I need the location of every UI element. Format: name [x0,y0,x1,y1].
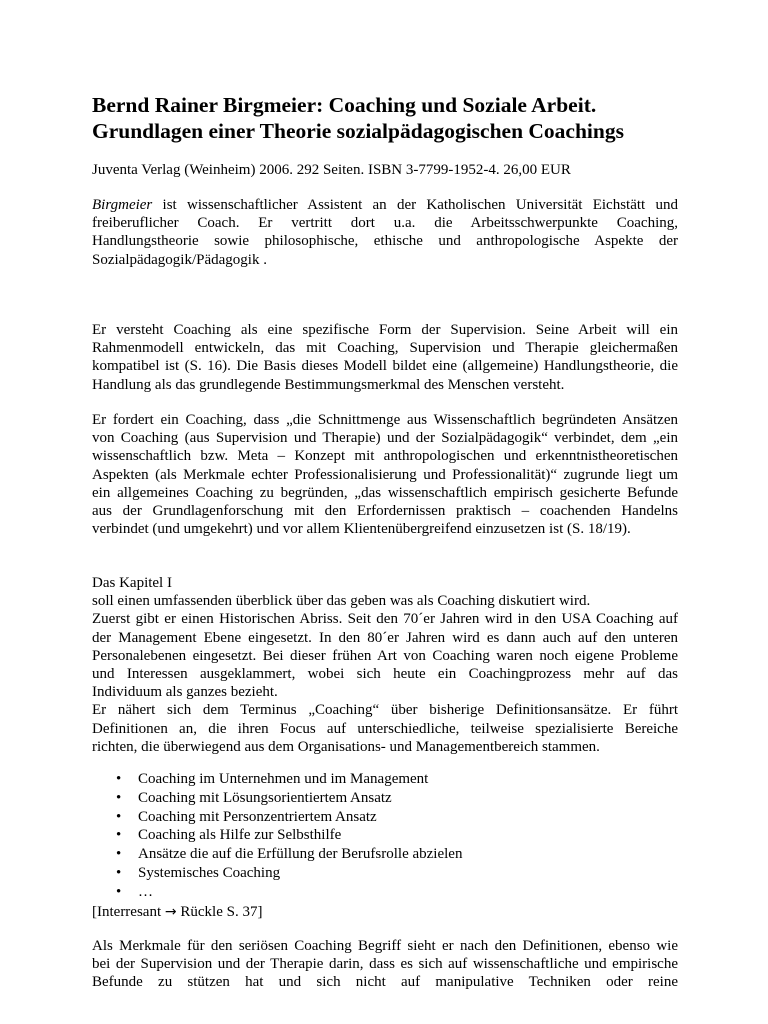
bullet-icon: • [116,864,122,881]
para2-line: aus der Grundlagenforschung mit den Erfordernissen praktisch – coachenden Handelns [92,502,678,519]
bullet-icon: • [116,827,122,844]
document-title [92,92,692,144]
para3-line: bei der Supervision und der Therapie darin, dass es sich auf wissenschaftliche und empirische [92,956,678,973]
list-item-text: Systemisches Coaching [138,864,281,881]
list-item-text: Ansätze die auf die Erfüllung der Berufsrolle abzielen [138,846,463,863]
list-item [92,770,678,789]
bio-line-3: Handlungstheorie sowie philosophische, ethische und anthropologische Aspekte der [92,233,678,250]
reference-note [92,903,678,921]
list-item-text: Coaching im Unternehmen und im Management [138,771,429,787]
chapter-line: Er nähert sich dem Terminus „Coaching“ über bisherige Definitionsansätze. Er führt [92,702,678,719]
para1-line: Handlung als das grundlegende Bestimmungsmerkmal des Menschen versteht. [92,376,565,393]
paragraph-1 [92,321,678,394]
para1-line: Er versteht Coaching als eine spezifische Form der Supervision. Seine Arbeit will ein [92,322,678,338]
note-before: [Interresant [92,904,165,920]
title-line-2: Grundlagen einer Theorie sozialpädagogischen Coachings [92,119,624,143]
bio-line-1-rest: ist wissenschaftlicher Assistent an der Katholischen Universität Eichstätt und [152,197,678,213]
chapter-section [92,574,678,756]
para3-line: Befunde zu stützen hat und sich nicht auf manipulative Techniken oder reine [92,974,678,991]
bio-line-1 [92,196,678,214]
list-item [92,883,678,902]
list-item-text: Coaching mit Lösungsorientiertem Ansatz [138,789,392,806]
para2-line: ein allgemeines Coaching zu begründen, „das wissenschaftlich empirisch gesicherte Befunde [92,484,678,501]
paragraph-3 [92,937,678,992]
list-item-text: Coaching als Hilfe zur Selbsthilfe [138,827,342,844]
para2-line: Er fordert ein Coaching, dass „die Schnittmenge aus Wissenschaftlich begründeten Ansätzen [92,412,678,428]
list-item [92,864,678,883]
publication-info [92,161,678,179]
bio-line-2: freiberuflicher Coach. Er vertritt dort u.a. die Arbeitsschwerpunkte Coaching, [92,215,678,232]
chapter-heading: Das Kapitel I [92,575,172,591]
chapter-line: und Interessen ausgeklammert, wobei sich heute ein Coachingprozess mehr auf das [92,665,678,682]
para1-line: Rahmenmodell entwickeln, das mit Coaching, Supervision und Therapie gleichermaßen [92,340,678,357]
chapter-line: Zuerst gibt er einen Historischen Abriss. Seit den 70´er Jahren wird in den USA Coaching auf [92,611,678,628]
list-item [92,789,678,808]
author-name: Birgmeier [92,197,153,213]
para2-line: wissenschaftlich bzw. Meta – Konzept mit anthropologischen und erkenntnistheoretischen [92,448,678,465]
publication-line: Juventa Verlag (Weinheim) 2006. 292 Seiten. ISBN 3-7799-1952-4. 26,00 EUR [92,162,571,178]
para1-line: kompatibel ist (S. 16). Die Basis dieses Modell bildet eine (allgemeine) Handlungstheorie, die [92,358,678,375]
chapter-line: soll einen umfassenden überblick über das geben was als Coaching diskutiert wird. [92,593,591,610]
para2-line: von Coaching (aus Supervision und Therapie) und der Sozialpädagogik“ verbindet, dem „ein [92,430,678,447]
list-item [92,845,678,864]
bio-line-4: Sozialpädagogik/Pädagogik . [92,251,267,268]
bullet-icon: • [116,771,122,787]
chapter-line: richten, die überwiegend aus dem Organisations- und Managementbereich stammen. [92,738,600,755]
note-after: Rückle S. 37] [176,904,263,920]
paragraph-2 [92,411,678,538]
title-line-1: Bernd Rainer Birgmeier: Coaching und Soziale Arbeit. [92,93,597,117]
list-item-text: Coaching mit Personzentriertem Ansatz [138,808,377,825]
bullet-icon: • [116,883,122,900]
para2-line: Aspekten (als Merkmale echter Professionalisierung und Professionalität)“ zugrunde liegt um [92,466,678,483]
bullet-icon: • [116,846,122,863]
arrow-right-icon: → [164,904,177,920]
list-item [92,808,678,827]
chapter-line: Definitionen an, die ihren Focus auf unterschiedliche, teilweise spezialisierte Bereiche [92,720,678,737]
coaching-approaches-list [92,770,678,902]
list-item [92,826,678,845]
para2-line: verbindet (und umgekehrt) und vor allem Klientenübergreifend einzusetzen ist (S. 18/19). [92,521,631,538]
bullet-icon: • [116,808,122,825]
author-bio [92,196,678,269]
list-item-text: … [138,883,153,900]
chapter-line: Personalebenen eingesetzt. Bei dieser frühen Art von Coaching waren noch eigene Probleme [92,647,678,664]
note-line [92,903,678,921]
chapter-line: der Management Ebene eingesetzt. In den 80´er Jahren wird es dann auch auf den unteren [92,629,678,646]
chapter-line: Individuum als ganzes bezieht. [92,684,278,701]
bullet-icon: • [116,789,122,806]
para3-line: Als Merkmale für den seriösen Coaching Begriff sieht er nach den Definitionen, ebenso wie [92,938,678,954]
